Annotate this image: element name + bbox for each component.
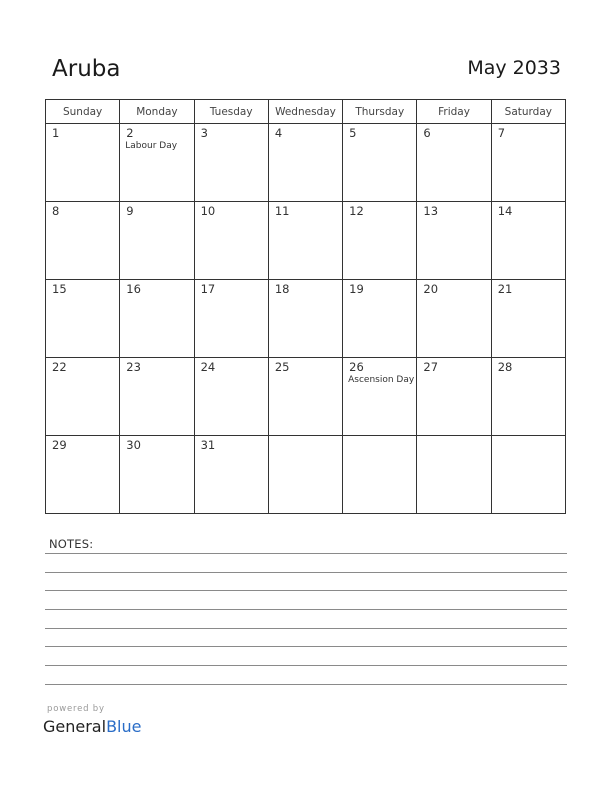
notes-line <box>45 590 567 591</box>
day-number: 4 <box>274 126 283 140</box>
calendar-grid <box>45 99 566 514</box>
day-number: 12 <box>349 204 364 218</box>
day-cell <box>343 358 417 436</box>
week-row <box>46 124 566 202</box>
country-title: Aruba <box>52 56 121 82</box>
day-cell <box>268 358 342 436</box>
day-number <box>343 436 416 438</box>
day-cell <box>417 202 491 280</box>
day-number: 11 <box>274 204 290 218</box>
day-number: 7 <box>497 126 506 140</box>
day-cell <box>46 358 120 436</box>
week-row <box>46 202 566 280</box>
generalblue-logo <box>43 717 141 736</box>
notes-line <box>45 665 567 666</box>
day-cell <box>46 202 120 280</box>
day-cell <box>194 202 268 280</box>
day-number: 9 <box>126 204 134 218</box>
weekday-header-saturday: Saturday <box>491 100 565 124</box>
week-row <box>46 436 566 514</box>
notes-line <box>45 646 567 647</box>
day-number <box>417 436 490 438</box>
day-cell <box>120 202 194 280</box>
day-number: 16 <box>126 282 141 296</box>
day-cell <box>417 280 491 358</box>
month-year-title: May 2033 <box>467 57 561 79</box>
day-cell <box>46 124 120 202</box>
day-number: 25 <box>274 360 290 374</box>
holiday-label: Ascension Day <box>348 375 415 385</box>
day-cell <box>343 124 417 202</box>
day-cell <box>491 124 565 202</box>
weekday-header-wednesday: Wednesday <box>268 100 342 124</box>
notes-label: NOTES: <box>49 537 94 551</box>
day-number: 22 <box>52 360 67 374</box>
weekday-header-row <box>46 100 566 124</box>
day-number: 15 <box>52 282 67 296</box>
day-number: 31 <box>200 438 216 452</box>
day-number: 19 <box>349 282 364 296</box>
day-cell <box>268 124 342 202</box>
day-number: 23 <box>126 360 141 374</box>
notes-line <box>45 628 567 629</box>
day-cell <box>343 202 417 280</box>
holiday-label: Labour Day <box>125 141 178 151</box>
day-cell <box>46 436 120 514</box>
day-cell <box>268 436 342 514</box>
day-number: 21 <box>497 282 513 296</box>
day-number <box>492 436 565 438</box>
day-cell <box>491 436 565 514</box>
day-cell <box>417 358 491 436</box>
notes-line <box>45 553 567 554</box>
day-cell <box>491 358 565 436</box>
day-cell <box>268 202 342 280</box>
day-number: 26 <box>349 360 364 374</box>
day-cell <box>491 280 565 358</box>
day-cell <box>194 358 268 436</box>
week-row <box>46 280 566 358</box>
day-cell <box>491 202 565 280</box>
weekday-header-friday: Friday <box>417 100 491 124</box>
day-cell <box>194 436 268 514</box>
day-number: 6 <box>423 126 431 140</box>
day-number: 30 <box>126 438 141 452</box>
logo-text-blue: Blue <box>106 717 142 736</box>
day-number: 18 <box>274 282 290 296</box>
day-cell <box>120 436 194 514</box>
day-cell <box>120 358 194 436</box>
day-number: 20 <box>423 282 439 296</box>
day-cell <box>268 280 342 358</box>
day-cell <box>417 124 491 202</box>
day-number: 8 <box>52 204 60 218</box>
notes-line <box>45 572 567 573</box>
day-number: 2 <box>126 126 134 140</box>
day-number: 28 <box>497 360 513 374</box>
notes-line <box>45 684 567 685</box>
day-number: 27 <box>423 360 439 374</box>
day-cell <box>343 280 417 358</box>
day-cell <box>343 436 417 514</box>
day-cell <box>194 124 268 202</box>
weekday-header-tuesday: Tuesday <box>194 100 268 124</box>
day-number: 14 <box>497 204 513 218</box>
day-cell <box>417 436 491 514</box>
day-cell <box>120 280 194 358</box>
weekday-header-monday: Monday <box>120 100 194 124</box>
day-number: 24 <box>200 360 216 374</box>
logo-text-general: General <box>43 717 107 736</box>
notes-line <box>45 609 567 610</box>
day-number: 17 <box>200 282 216 296</box>
day-cell <box>46 280 120 358</box>
day-cell <box>120 124 194 202</box>
weekday-header-thursday: Thursday <box>343 100 417 124</box>
day-number: 1 <box>52 126 60 140</box>
day-number: 3 <box>200 126 208 140</box>
week-row <box>46 358 566 436</box>
day-cell <box>194 280 268 358</box>
day-number <box>269 436 342 438</box>
weekday-header-sunday: Sunday <box>46 100 120 124</box>
day-number: 5 <box>349 126 357 140</box>
day-number: 13 <box>423 204 439 218</box>
powered-by-text: powered by <box>47 704 105 714</box>
day-number: 29 <box>52 438 67 452</box>
day-number: 10 <box>200 204 216 218</box>
